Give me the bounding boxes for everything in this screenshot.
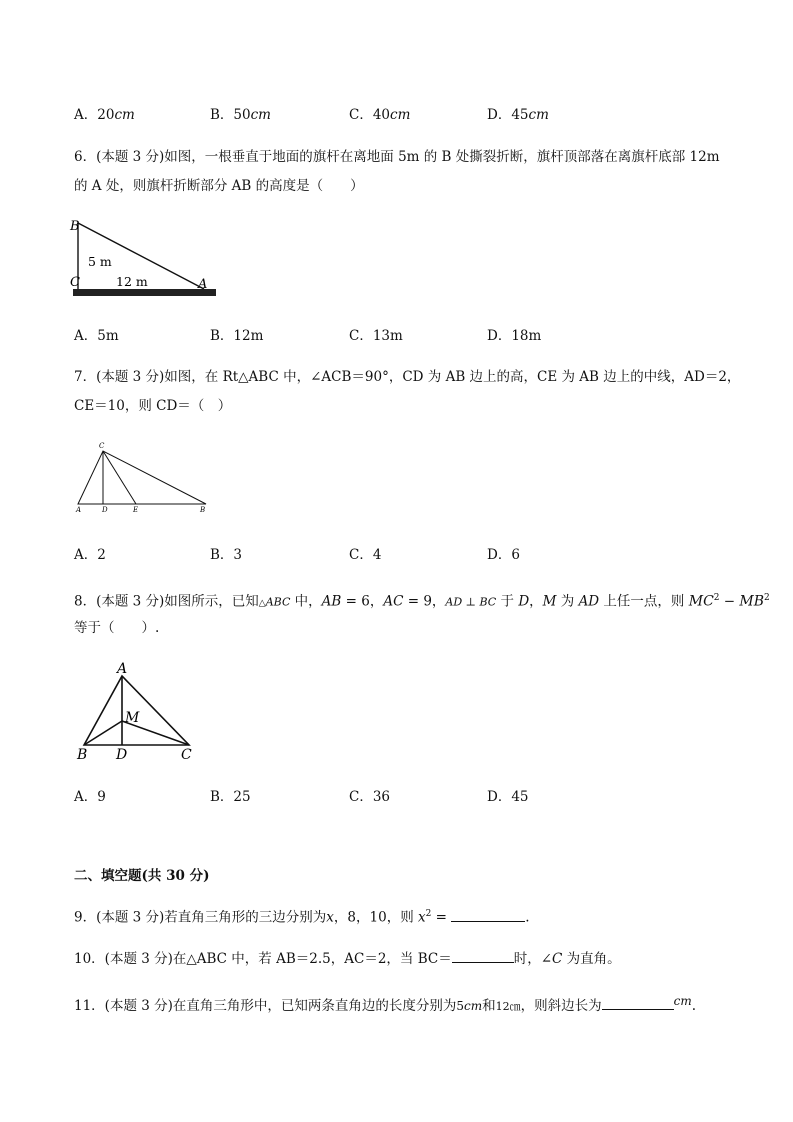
q8-mc: MC: [688, 593, 714, 610]
q8-label-c: C: [181, 747, 192, 763]
q8-figure: [72, 660, 202, 764]
q11-unit1: cm: [464, 999, 483, 1013]
q8-m: M: [542, 593, 557, 610]
q5-option-c-unit: cm: [390, 107, 411, 123]
q8-option-a[interactable]: A．9: [74, 789, 106, 805]
q8-label-a: A: [117, 661, 128, 677]
q9-x: x: [326, 909, 334, 926]
q8-d: D: [518, 593, 530, 610]
q5-option-d-text: D．45: [487, 107, 529, 123]
q11-unit: cm: [673, 994, 692, 1008]
q9-answer-blank[interactable]: [451, 907, 525, 922]
q8-label-d: D: [116, 747, 128, 763]
q10-answer-blank[interactable]: [452, 948, 514, 963]
q8-text-mid: 上任一点，则: [599, 593, 689, 610]
q7-label-a: A: [76, 506, 82, 514]
q5-option-b-unit: cm: [250, 107, 271, 123]
q8-ac: AC: [383, 593, 404, 610]
q11-line: [74, 995, 696, 1018]
q9-square: 2: [425, 909, 432, 919]
q9-mid: ，8，10，则: [333, 909, 418, 926]
q7-option-d[interactable]: D．6: [487, 547, 520, 563]
q5-option-b-text: B．50: [210, 107, 251, 123]
q8-ad: AD: [578, 593, 600, 610]
q7-option-b[interactable]: B．3: [210, 547, 243, 563]
q10-prefix: 10．(本题 3 分)在△ABC 中，若 AB＝2.5，AC＝2，当 BC＝: [74, 951, 452, 967]
q8-comma3: ，: [529, 593, 543, 610]
q8-option-b[interactable]: B．25: [210, 789, 251, 805]
q8-text-wei: 为: [556, 593, 579, 610]
q8-eq9: = 9: [403, 593, 432, 610]
q6-label-a: A: [198, 277, 208, 292]
q7-option-a[interactable]: A．2: [74, 547, 106, 563]
q8-triangle-sign: △: [258, 598, 266, 609]
q7-option-c[interactable]: C．4: [349, 547, 382, 563]
q7-label-d: D: [102, 506, 108, 514]
q5-option-d[interactable]: [487, 103, 549, 123]
q8-text-yu: 于: [496, 593, 519, 610]
q6-option-b[interactable]: B．12m: [210, 328, 264, 344]
q8-perp: AD ⊥ BC: [445, 595, 497, 609]
q9-x-squared: x: [417, 909, 426, 926]
q7-line2: CE＝10，则 CD＝（ ）: [74, 398, 232, 414]
q9-line: [74, 903, 530, 929]
q11-end: .: [691, 998, 697, 1014]
q7-line1: 7．(本题 3 分)如图，在 Rt△ABC 中，∠ACB＝90°，CD 为 AB 边上的高，CE 为 AB 边上的中线，AD＝2，: [74, 369, 741, 385]
q11-value1: 5: [456, 999, 465, 1013]
q7-label-e: E: [133, 506, 139, 514]
q7-triangle: [78, 451, 206, 504]
q10-end: 为直角。: [562, 951, 621, 967]
q11-mid: ，则斜边长为: [520, 998, 602, 1014]
q8-option-d[interactable]: D．45: [487, 789, 529, 805]
q5-option-c[interactable]: [349, 103, 410, 123]
q8-comma1: ，: [369, 593, 384, 610]
q9-end: .: [525, 909, 530, 926]
q8-minus: −: [719, 593, 740, 610]
q8-label-m: M: [125, 710, 140, 726]
q10-c: C: [552, 951, 563, 967]
q8-mb: MB: [739, 593, 765, 610]
q6-label-height: 5 m: [88, 254, 112, 269]
q9-equals: =: [431, 909, 452, 926]
q8-line1: [74, 587, 770, 615]
q6-label-b: B: [70, 219, 80, 234]
q6-ground: [73, 289, 216, 296]
q8-text-zhong: 中，: [290, 593, 322, 610]
q11-prefix: 11．(本题 3 分)在直角三角形中，已知两条直角边的长度分别为: [74, 998, 457, 1014]
q8-prefix: 8．(本题 3 分)如图所示，已知: [74, 593, 259, 610]
q6-label-c: C: [70, 275, 80, 290]
section-title: 二、填空题(共 30 分): [74, 868, 210, 884]
q5-option-a-text: A．20: [74, 107, 115, 123]
q7-label-c: C: [99, 442, 105, 450]
q5-option-c-text: C．40: [349, 107, 391, 123]
q8-comma2: ，: [431, 593, 446, 610]
q6-figure: [70, 215, 220, 301]
q6-option-d[interactable]: D．18m: [487, 328, 542, 344]
q8-label-b: B: [77, 747, 88, 763]
q8-mb-square: 2: [764, 593, 770, 603]
q8-line2: 等于（ ）.: [74, 620, 160, 636]
q7-figure: [72, 440, 212, 518]
q11-answer-blank[interactable]: [602, 995, 674, 1010]
q6-option-a[interactable]: A．5m: [74, 328, 119, 344]
q9-prefix: 9．(本题 3 分)若直角三角形的三边分别为: [74, 909, 327, 926]
q5-option-b[interactable]: [210, 103, 271, 123]
q8-ab: AB: [321, 593, 342, 610]
q11-and: 和: [482, 998, 496, 1014]
q10-mid: 时，∠: [513, 951, 553, 967]
q8-eq6: = 6: [341, 593, 370, 610]
q6-label-base: 12 m: [116, 274, 148, 289]
q5-option-a[interactable]: [74, 103, 135, 123]
q8-option-c[interactable]: C．36: [349, 789, 391, 805]
q6-option-c[interactable]: C．13m: [349, 328, 403, 344]
q8-abc: ABC: [265, 595, 291, 609]
q5-option-d-unit: cm: [528, 107, 549, 123]
q6-line2: 的 A 处，则旗杆折断部分 AB 的高度是（ ）: [74, 178, 364, 194]
q11-unit2: ㎝: [509, 1000, 521, 1013]
q10-line: [74, 948, 621, 970]
q5-option-a-unit: cm: [114, 107, 135, 123]
q7-label-b: B: [200, 506, 206, 514]
q6-line1: 6．(本题 3 分)如图，一根垂直于地面的旗杆在离地面 5m 的 B 处撕裂折断，旗杆顶部落在离旗杆底部 12m: [74, 149, 720, 165]
q8-mc-square: 2: [713, 593, 720, 603]
q11-value2: 12: [495, 1000, 510, 1013]
